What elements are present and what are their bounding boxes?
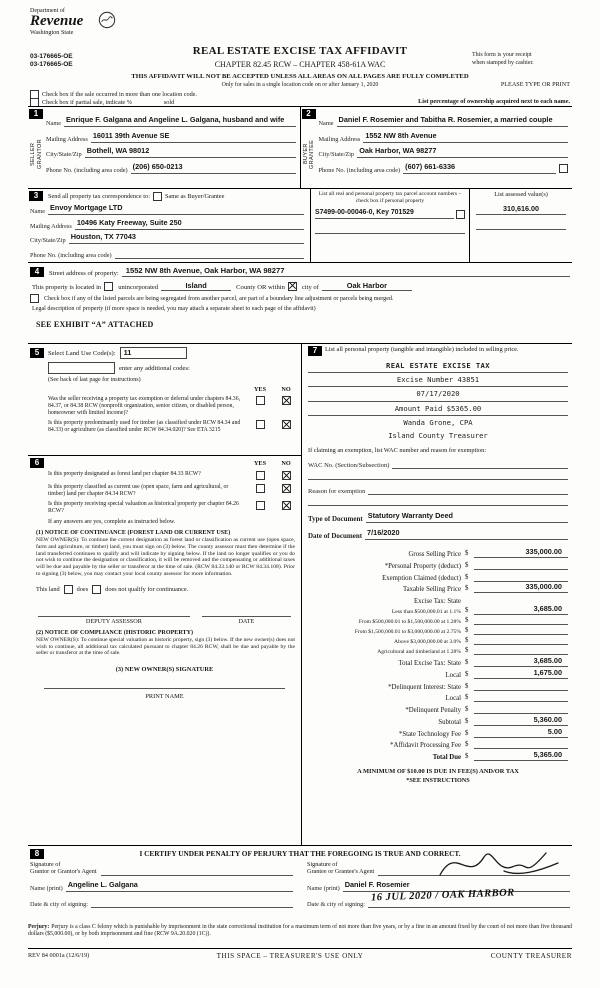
grantee-signature-block bbox=[307, 861, 570, 876]
yes-column-header-5: YES bbox=[253, 386, 267, 393]
notice-compliance-body: NEW OWNER(S): To continue special valuation as historic property, sign (3) below. If the new owner(s) does not wish to continue, all additional tax calculated pursuant to chapter 84.26 RCW, shall be due and payable by the seller or transferor at the time of sale. bbox=[36, 636, 295, 657]
buyer-phone-value[interactable]: (607) 661-6336 bbox=[403, 163, 556, 174]
section-5-number: 5 bbox=[30, 348, 44, 358]
excise-tax-section bbox=[302, 344, 572, 845]
parcel-number-value[interactable]: S7499-00-00046-0, Key 701529 bbox=[315, 209, 454, 219]
reason-blank-line[interactable] bbox=[308, 495, 568, 506]
exemption-reason-label: Reason for exemption bbox=[308, 488, 366, 496]
gross-selling-price-label: Gross Selling Price bbox=[408, 550, 461, 558]
total-excise-local-label: Local bbox=[445, 671, 461, 679]
does-not-qualify-checkbox[interactable] bbox=[92, 585, 101, 594]
seller-phone-label: Phone No. (including area code) bbox=[46, 166, 128, 174]
correspondence-city-value[interactable]: Houston, TX 77043 bbox=[69, 233, 304, 244]
seller-name-value[interactable]: Enrique F. Galgana and Angeline L. Galgana, husband and wife bbox=[64, 116, 295, 127]
section-2-number: 2 bbox=[302, 109, 316, 119]
treasurer-stamp-line-3: 07/17/2020 bbox=[308, 387, 568, 401]
correspondence-phone-label: Phone No. (including area code) bbox=[30, 251, 112, 259]
certification-section bbox=[28, 845, 572, 922]
receipt-note bbox=[472, 52, 572, 67]
county-treasurer-label: COUNTY TREASURER bbox=[490, 952, 572, 960]
tax-row-total-due bbox=[308, 749, 568, 761]
section-6-number: 6 bbox=[30, 458, 44, 468]
rate-tier-1-label: Less than $500,000.01 at 1.1% bbox=[391, 609, 461, 616]
grantor-name-row bbox=[30, 881, 293, 892]
parties-section bbox=[28, 106, 572, 189]
tax-correspondence-section bbox=[28, 188, 572, 263]
perjury-text: Perjury is a class C felony which is punishable by imprisonment in the state correctional institution for a maximum term of not more than five years, or by a fine in an amount fixed by the court of not more than five thousand dollars ($5,000.00), or by both imprisonment and fine (RCW 9A.20.020 (1C)). bbox=[28, 924, 572, 937]
tax-row-gross bbox=[308, 546, 568, 558]
dollar-sign: $ bbox=[465, 627, 469, 635]
deputy-assessor-date-field[interactable] bbox=[202, 608, 291, 617]
dollar-sign: $ bbox=[465, 585, 469, 593]
dollar-sign: $ bbox=[465, 694, 469, 702]
correspondence-name-value[interactable]: Envoy Mortgage LTD bbox=[48, 204, 304, 215]
does-label: does bbox=[76, 585, 89, 593]
rate-tier-2-label: From $500,000.01 to $1,500,000.00 at 1.28% bbox=[358, 619, 461, 626]
rate-tier-3-label: From $1,500,000.01 to $3,000,000.00 at 2.75% bbox=[354, 629, 461, 636]
delinquent-interest-local-value[interactable] bbox=[474, 691, 568, 702]
technology-fee-value[interactable]: 5.00 bbox=[474, 727, 568, 738]
receipt-note-line-1: This form is your receipt bbox=[472, 52, 532, 58]
delinquent-interest-state-value[interactable] bbox=[474, 680, 568, 691]
treasurer-stamp-line-6: Island County Treasurer bbox=[388, 430, 488, 440]
timber-no-checkbox[interactable] bbox=[282, 420, 291, 429]
new-owner-signature-label: (3) NEW OWNER(S) SIGNATURE bbox=[115, 666, 214, 674]
logo-state-line: Washington State bbox=[30, 29, 74, 36]
treasurer-stamp-line-5: Wanda Grone, CPA bbox=[403, 417, 473, 427]
segregated-checkbox[interactable] bbox=[30, 294, 39, 303]
land-use-select-label: Select Land Use Code(s): bbox=[48, 349, 116, 357]
total-due-value[interactable]: 5,365.00 bbox=[474, 750, 568, 761]
city-of-label: city of bbox=[301, 283, 319, 291]
tax-row-taxable bbox=[308, 582, 568, 594]
taxable-selling-price-label: Taxable Selling Price bbox=[402, 586, 461, 594]
parcel-personal-property-checkbox[interactable] bbox=[456, 210, 465, 219]
section-1-number: 1 bbox=[29, 109, 43, 119]
seller-city-value[interactable]: Bothell, WA 98012 bbox=[85, 147, 296, 158]
form-number-2: 03-176665-OE bbox=[30, 61, 73, 68]
continuance-pre-label: This land bbox=[36, 585, 60, 593]
treasurer-stamp-line-4: Amount Paid $5365.00 bbox=[308, 402, 568, 416]
grantee-name-print-label: Name (print) bbox=[307, 884, 340, 892]
legal-description-value[interactable]: SEE EXHIBIT “A” ATTACHED bbox=[36, 319, 154, 329]
land-use-code-field[interactable]: 11 bbox=[120, 347, 187, 359]
processing-fee-label: *Affidavit Processing Fee bbox=[390, 742, 461, 750]
located-pre-label: This property is located in bbox=[32, 283, 102, 291]
grantor-date-city-value[interactable] bbox=[91, 897, 293, 908]
total-excise-state-value[interactable]: 3,685.00 bbox=[474, 656, 568, 667]
buyer-section bbox=[300, 107, 573, 189]
document-date-value[interactable]: 7/16/2020 bbox=[365, 529, 568, 540]
dollar-sign: $ bbox=[465, 706, 469, 714]
tax-row-exemption-deduct bbox=[308, 570, 568, 582]
dor-emblem-icon bbox=[98, 11, 116, 29]
dollar-sign: $ bbox=[465, 573, 469, 581]
total-excise-state-label: Total Excise Tax: State bbox=[398, 659, 461, 667]
tax-row-technology-fee bbox=[308, 726, 568, 738]
multi-location-label: Check box if the sale occurred in more than one location code. bbox=[42, 91, 197, 98]
deputy-date-label: DATE bbox=[238, 617, 255, 625]
additional-codes-field[interactable] bbox=[48, 362, 115, 374]
single-location-note: Only for sales in a single location code on or after January 1, 2020 bbox=[221, 82, 379, 88]
tax-row-delinquent-interest-local bbox=[308, 691, 568, 703]
does-not-label: does not qualify for continuance. bbox=[105, 585, 189, 593]
tax-row-processing-fee bbox=[308, 738, 568, 750]
exemption-yes-checkbox[interactable] bbox=[256, 396, 265, 405]
dollar-sign: $ bbox=[465, 617, 469, 625]
tax-row-total-local bbox=[308, 667, 568, 679]
dollar-sign: $ bbox=[465, 670, 469, 678]
treasurer-stamp-line-2: Excise Number 43851 bbox=[308, 373, 568, 387]
street-address-value[interactable]: 1552 NW 8th Avenue, Oak Harbor, WA 98277 bbox=[122, 266, 570, 277]
continuance-row bbox=[36, 585, 299, 594]
certification-statement: I CERTIFY UNDER PENALTY OF PERJURY THAT THE FOREGOING IS TRUE AND CORRECT. bbox=[139, 849, 461, 858]
seller-city-label: City/State/Zip bbox=[46, 151, 82, 158]
same-as-buyer-checkbox[interactable] bbox=[153, 192, 162, 201]
does-qualify-checkbox[interactable] bbox=[64, 585, 73, 594]
buyer-phone-label: Phone No. (including area code) bbox=[318, 166, 401, 174]
timber-question-row bbox=[30, 420, 299, 434]
buyer-city-value[interactable]: Oak Harbor, WA 98277 bbox=[357, 147, 568, 158]
buyer-mailing-value[interactable]: 1552 NW 8th Avenue bbox=[363, 132, 568, 143]
agricultural-rate-label: Agricultural and timberland at 1.28% bbox=[377, 649, 461, 656]
type-or-print-note: PLEASE TYPE OR PRINT bbox=[500, 81, 570, 88]
current-use-yes-checkbox[interactable] bbox=[256, 484, 265, 493]
historic-no-checkbox[interactable] bbox=[282, 501, 291, 510]
forest-land-question-text: Is this property designated as forest land per chapter 84.33 RCW? bbox=[48, 471, 201, 477]
buyer-city-label: City/State/Zip bbox=[318, 151, 355, 158]
classification-section bbox=[28, 456, 301, 845]
grantee-signature-scribble bbox=[434, 843, 564, 883]
wac-number-value[interactable] bbox=[392, 458, 568, 469]
personal-property-note: List all personal property (tangible and intangible) included in selling price. bbox=[325, 346, 519, 353]
current-use-no-checkbox[interactable] bbox=[282, 484, 291, 493]
county-or-label: County OR within bbox=[236, 283, 285, 291]
section-8-number: 8 bbox=[30, 849, 44, 859]
current-use-question-text: Is this property classified as current use (open space, farm and agricultural, or timber) land per chapter 84.34 RCW? bbox=[48, 484, 229, 497]
taxable-selling-price-value[interactable]: 335,000.00 bbox=[474, 582, 568, 593]
no-column-header-6: NO bbox=[281, 459, 291, 467]
parcel-blank-line[interactable] bbox=[315, 221, 465, 234]
correspondence-phone-value[interactable] bbox=[115, 248, 304, 259]
section-7-number: 7 bbox=[308, 346, 322, 356]
technology-fee-label: *State Technology Fee bbox=[398, 730, 461, 738]
subtotal-label: Subtotal bbox=[438, 718, 461, 726]
exemption-claimed-label: Exemption Claimed (deduct) bbox=[382, 574, 461, 582]
same-as-buyer-label: Same as Buyer/Grantee bbox=[164, 193, 225, 200]
dollar-sign: $ bbox=[465, 647, 469, 655]
correspondence-mailing-label: Mailing Address bbox=[30, 222, 72, 230]
dollar-sign: $ bbox=[465, 607, 469, 615]
correspondence-column bbox=[28, 189, 310, 263]
delinquent-interest-state-label: *Delinquent Interest: State bbox=[388, 683, 461, 691]
dollar-sign: $ bbox=[465, 549, 469, 557]
dollar-sign: $ bbox=[465, 753, 469, 761]
delinquent-penalty-label: *Delinquent Penalty bbox=[405, 707, 461, 715]
if-yes-note: If any answers are yes, complete as instructed below. bbox=[48, 519, 176, 525]
treasurer-space-label: THIS SPACE – TREASURER'S USE ONLY bbox=[216, 952, 364, 960]
assessed-values-header: List assessed value(s) bbox=[494, 191, 548, 198]
legal-description-label: Legal description of property (if more space is needed, you may attach a separate sheet to each page of the affidavit) bbox=[32, 305, 316, 312]
dollar-sign: $ bbox=[465, 561, 469, 569]
grantee-date-city-value: 16 JUL 2020 / OAK HARBOR bbox=[370, 887, 515, 904]
document-type-value[interactable]: Statutory Warranty Deed bbox=[366, 512, 568, 523]
partial-sale-label: Check box if partial sale, indicate % bbox=[42, 99, 132, 106]
seller-name-label: Name bbox=[46, 120, 62, 127]
seller-role-label: SELLER GRANTOR bbox=[30, 139, 43, 169]
segregated-label: Check box if any of the listed parcels are being segregated from another parcel, are part of a boundary line adjustment or parcels being merged. bbox=[44, 295, 394, 302]
see-instructions-note: *SEE INSTRUCTIONS bbox=[406, 777, 470, 785]
seller-phone-value[interactable]: (206) 650-0213 bbox=[131, 163, 296, 174]
tax-row-personal-deduct bbox=[308, 558, 568, 570]
exemption-claim-note: If claiming an exemption, list WAC number and reason for exemption: bbox=[308, 447, 487, 455]
dollar-sign: $ bbox=[465, 637, 469, 645]
grantee-signature-label-2: Grantee or Grantee's Agent bbox=[307, 868, 375, 876]
forest-yes-checkbox[interactable] bbox=[256, 471, 265, 480]
gross-selling-price-value[interactable]: 335,000.00 bbox=[474, 547, 568, 558]
city-value[interactable]: Oak Harbor bbox=[322, 281, 412, 291]
form-revision-number: REV 84 0001a (12/6/19) bbox=[28, 952, 90, 959]
deputy-assessor-label: DEPUTY ASSESSOR bbox=[85, 617, 142, 625]
form-number-1: 03-176665-OE bbox=[30, 53, 73, 60]
ownership-note: List percentage of ownership acquired next to each name. bbox=[418, 98, 570, 105]
current-use-question-row bbox=[30, 484, 299, 498]
subtotal-value[interactable]: 5,360.00 bbox=[474, 715, 568, 726]
exemption-question-text: Was the seller receiving a property tax exemption or deferral under chapters 84.36, 84.37, or 84.38 RCW (nonprofit organization, senior citizen, or disabled person, homeowner with limited income)? bbox=[48, 396, 241, 416]
tax-row-subtotal bbox=[308, 714, 568, 726]
seller-mailing-value[interactable]: 16011 39th Avenue SE bbox=[91, 132, 296, 143]
seller-mailing-label: Mailing Address bbox=[46, 135, 88, 143]
processing-fee-value[interactable] bbox=[474, 738, 568, 749]
delinquent-interest-local-label: Local bbox=[445, 695, 461, 703]
grantor-signature-block bbox=[30, 861, 293, 876]
rate-tier-4-label: Above $3,000,000.00 at 3.0% bbox=[394, 639, 461, 646]
parcel-numbers-box bbox=[310, 189, 470, 263]
dollar-sign: $ bbox=[465, 741, 469, 749]
total-due-label: Total Due bbox=[432, 754, 461, 762]
page-title: REAL ESTATE EXCISE TAX AFFIDAVIT bbox=[192, 45, 408, 57]
exemption-reason-value[interactable] bbox=[368, 484, 568, 495]
notice-continuance-title: (1) NOTICE OF CONTINUANCE (FOREST LAND OR CURRENT USE) bbox=[36, 530, 231, 536]
within-city-checkbox[interactable] bbox=[288, 282, 297, 291]
dollar-sign: $ bbox=[465, 658, 469, 666]
historic-question-row bbox=[30, 501, 299, 515]
tax-row-total-state bbox=[308, 655, 568, 667]
forest-no-checkbox[interactable] bbox=[282, 471, 291, 480]
dollar-sign: $ bbox=[465, 729, 469, 737]
yes-column-header-6: YES bbox=[253, 459, 267, 467]
document-type-label: Type of Document bbox=[308, 515, 363, 524]
correspondence-mailing-value[interactable]: 10496 Katy Freeway, Suite 250 bbox=[75, 219, 304, 230]
perjury-label: Perjury: bbox=[28, 924, 50, 930]
agricultural-rate-value[interactable] bbox=[474, 644, 568, 655]
correspondence-city-label: City/State/Zip bbox=[30, 237, 66, 244]
seller-section bbox=[28, 107, 300, 189]
wac-blank-line[interactable] bbox=[308, 469, 568, 480]
tax-row-delinquent-penalty bbox=[308, 702, 568, 714]
page-subtitle: CHAPTER 82.45 RCW – CHAPTER 458-61A WAC bbox=[214, 60, 386, 69]
grantor-name-value[interactable]: Angeline L. Galgana bbox=[66, 881, 293, 892]
tax-row-agricultural bbox=[308, 645, 568, 655]
historic-yes-checkbox[interactable] bbox=[256, 501, 265, 510]
property-location-section bbox=[28, 262, 572, 343]
print-name-label: PRINT NAME bbox=[145, 693, 184, 701]
partial-sale-label-post: sold bbox=[163, 99, 175, 106]
grantee-signature-label-1: Signature of bbox=[307, 861, 338, 868]
exemption-claimed-value[interactable] bbox=[474, 571, 568, 582]
new-owner-signature-field[interactable] bbox=[44, 676, 285, 689]
receipt-note-line-2: when stamped by cashier. bbox=[472, 59, 534, 66]
timber-yes-checkbox[interactable] bbox=[256, 420, 265, 429]
grantor-signature-label-2: Grantor or Grantor's Agent bbox=[30, 868, 97, 876]
unincorporated-label: unincorporated bbox=[118, 283, 159, 291]
send-correspondence-label: Send all property tax correspondence to: bbox=[48, 193, 150, 200]
form-header bbox=[0, 0, 600, 106]
street-address-label: Street address of property: bbox=[49, 270, 119, 277]
rate-tier-1-value[interactable]: 3,685.00 bbox=[474, 604, 568, 615]
county-value[interactable]: Island bbox=[161, 281, 231, 291]
buyer-role-label: BUYER GRANTEE bbox=[302, 139, 315, 169]
timber-question-text: Is this property predominantly used for timber (as classified under RCW 84.34 and 84.33) or agriculture (as classified under RCW 84.34.020)? See ETA 3215 bbox=[48, 420, 241, 433]
document-date-label: Date of Document bbox=[308, 532, 363, 541]
dor-logo bbox=[30, 8, 140, 36]
tax-row-delinquent-interest-state bbox=[308, 679, 568, 691]
assessed-values-box bbox=[470, 189, 572, 263]
exemption-no-checkbox[interactable] bbox=[282, 396, 291, 405]
land-use-section bbox=[28, 344, 301, 456]
lower-form-area bbox=[28, 343, 572, 845]
correspondence-name-label: Name bbox=[30, 208, 46, 215]
forest-land-question-row bbox=[30, 471, 299, 481]
grantee-name-value[interactable]: Daniel F. Rosemier bbox=[343, 881, 570, 892]
see-back-note: (See back of last page for instructions) bbox=[48, 377, 141, 383]
assessed-blank-line[interactable] bbox=[476, 217, 566, 230]
wac-number-label: WAC No. (Section/Subsection) bbox=[308, 462, 390, 470]
minimum-due-note: A MINIMUM OF $10.00 IS DUE IN FEE(S) AND/OR TAX bbox=[357, 768, 519, 776]
logo-agency-name: Revenue bbox=[30, 13, 84, 29]
personal-property-deduct-value[interactable] bbox=[474, 559, 568, 570]
grantor-signature-label-1: Signature of bbox=[30, 861, 61, 868]
grantor-name-print-label: Name (print) bbox=[30, 884, 63, 892]
assessed-value[interactable]: 310,616.00 bbox=[476, 204, 566, 215]
grantor-date-city-label: Date & city of signing: bbox=[30, 900, 89, 908]
dollar-sign: $ bbox=[465, 717, 469, 725]
notice-compliance-title: (2) NOTICE OF COMPLIANCE (HISTORIC PROPERTY) bbox=[36, 629, 194, 636]
section-3-number: 3 bbox=[29, 191, 43, 201]
notice-continuance-body: NEW OWNER(S): To continue the current designation as forest land or classification as current use (open space, farm and agriculture, or timber) land, you must sign on (3) below. The county assessor must then determine if the land transferred continues to qualify and will indicate by signing below. If the land no longer qualifies or you do not wish to continue the designation or classification, it will be removed and the compensating or additional taxes will be due and payable by the seller or transferor at the time of sale. (RCW 84.33.140 or RCW 84.34.108). Prior to signing (3) below, you may contact your local county assessor for more information. bbox=[36, 537, 295, 577]
form-footer bbox=[28, 948, 572, 960]
deputy-assessor-signature-field[interactable] bbox=[38, 608, 190, 617]
section-4-number: 4 bbox=[30, 267, 44, 277]
buyer-aux-checkbox[interactable] bbox=[559, 164, 568, 173]
grantor-signature-field[interactable] bbox=[101, 865, 293, 876]
grantor-date-row bbox=[30, 897, 293, 908]
exemption-question-row bbox=[30, 396, 299, 417]
buyer-name-label: Name bbox=[318, 120, 334, 127]
excise-tax-table bbox=[308, 546, 572, 761]
total-excise-local-value[interactable]: 1,675.00 bbox=[474, 668, 568, 679]
grantee-date-city-label: Date & city of signing: bbox=[307, 900, 366, 908]
unincorporated-checkbox[interactable] bbox=[104, 282, 113, 291]
perjury-notice bbox=[28, 924, 572, 938]
completeness-warning: THIS AFFIDAVIT WILL NOT BE ACCEPTED UNLESS ALL AREAS ON ALL PAGES ARE FULLY COMPLETED bbox=[131, 73, 469, 80]
buyer-name-value[interactable]: Daniel F. Rosemier and Tabitha R. Rosemier, a married couple bbox=[337, 116, 568, 127]
personal-property-deduct-label: *Personal Property (deduct) bbox=[384, 562, 461, 570]
buyer-mailing-label: Mailing Address bbox=[318, 135, 361, 143]
no-column-header-5: NO bbox=[281, 386, 291, 393]
parcel-header: List all real and personal property tax parcel account numbers – check box if personal property bbox=[318, 191, 462, 204]
dollar-sign: $ bbox=[465, 682, 469, 690]
historic-question-text: Is this property receiving special valuation as historical property per chapter 84.26 RCW? bbox=[48, 501, 239, 514]
additional-codes-label: enter any additional codes: bbox=[119, 364, 190, 372]
logo-dept-line: Department of bbox=[30, 8, 65, 14]
delinquent-penalty-value[interactable] bbox=[474, 703, 568, 714]
treasurer-stamp-line-1: REAL ESTATE EXCISE TAX bbox=[308, 359, 568, 373]
excise-tax-state-header: Excise Tax: State bbox=[414, 598, 461, 606]
